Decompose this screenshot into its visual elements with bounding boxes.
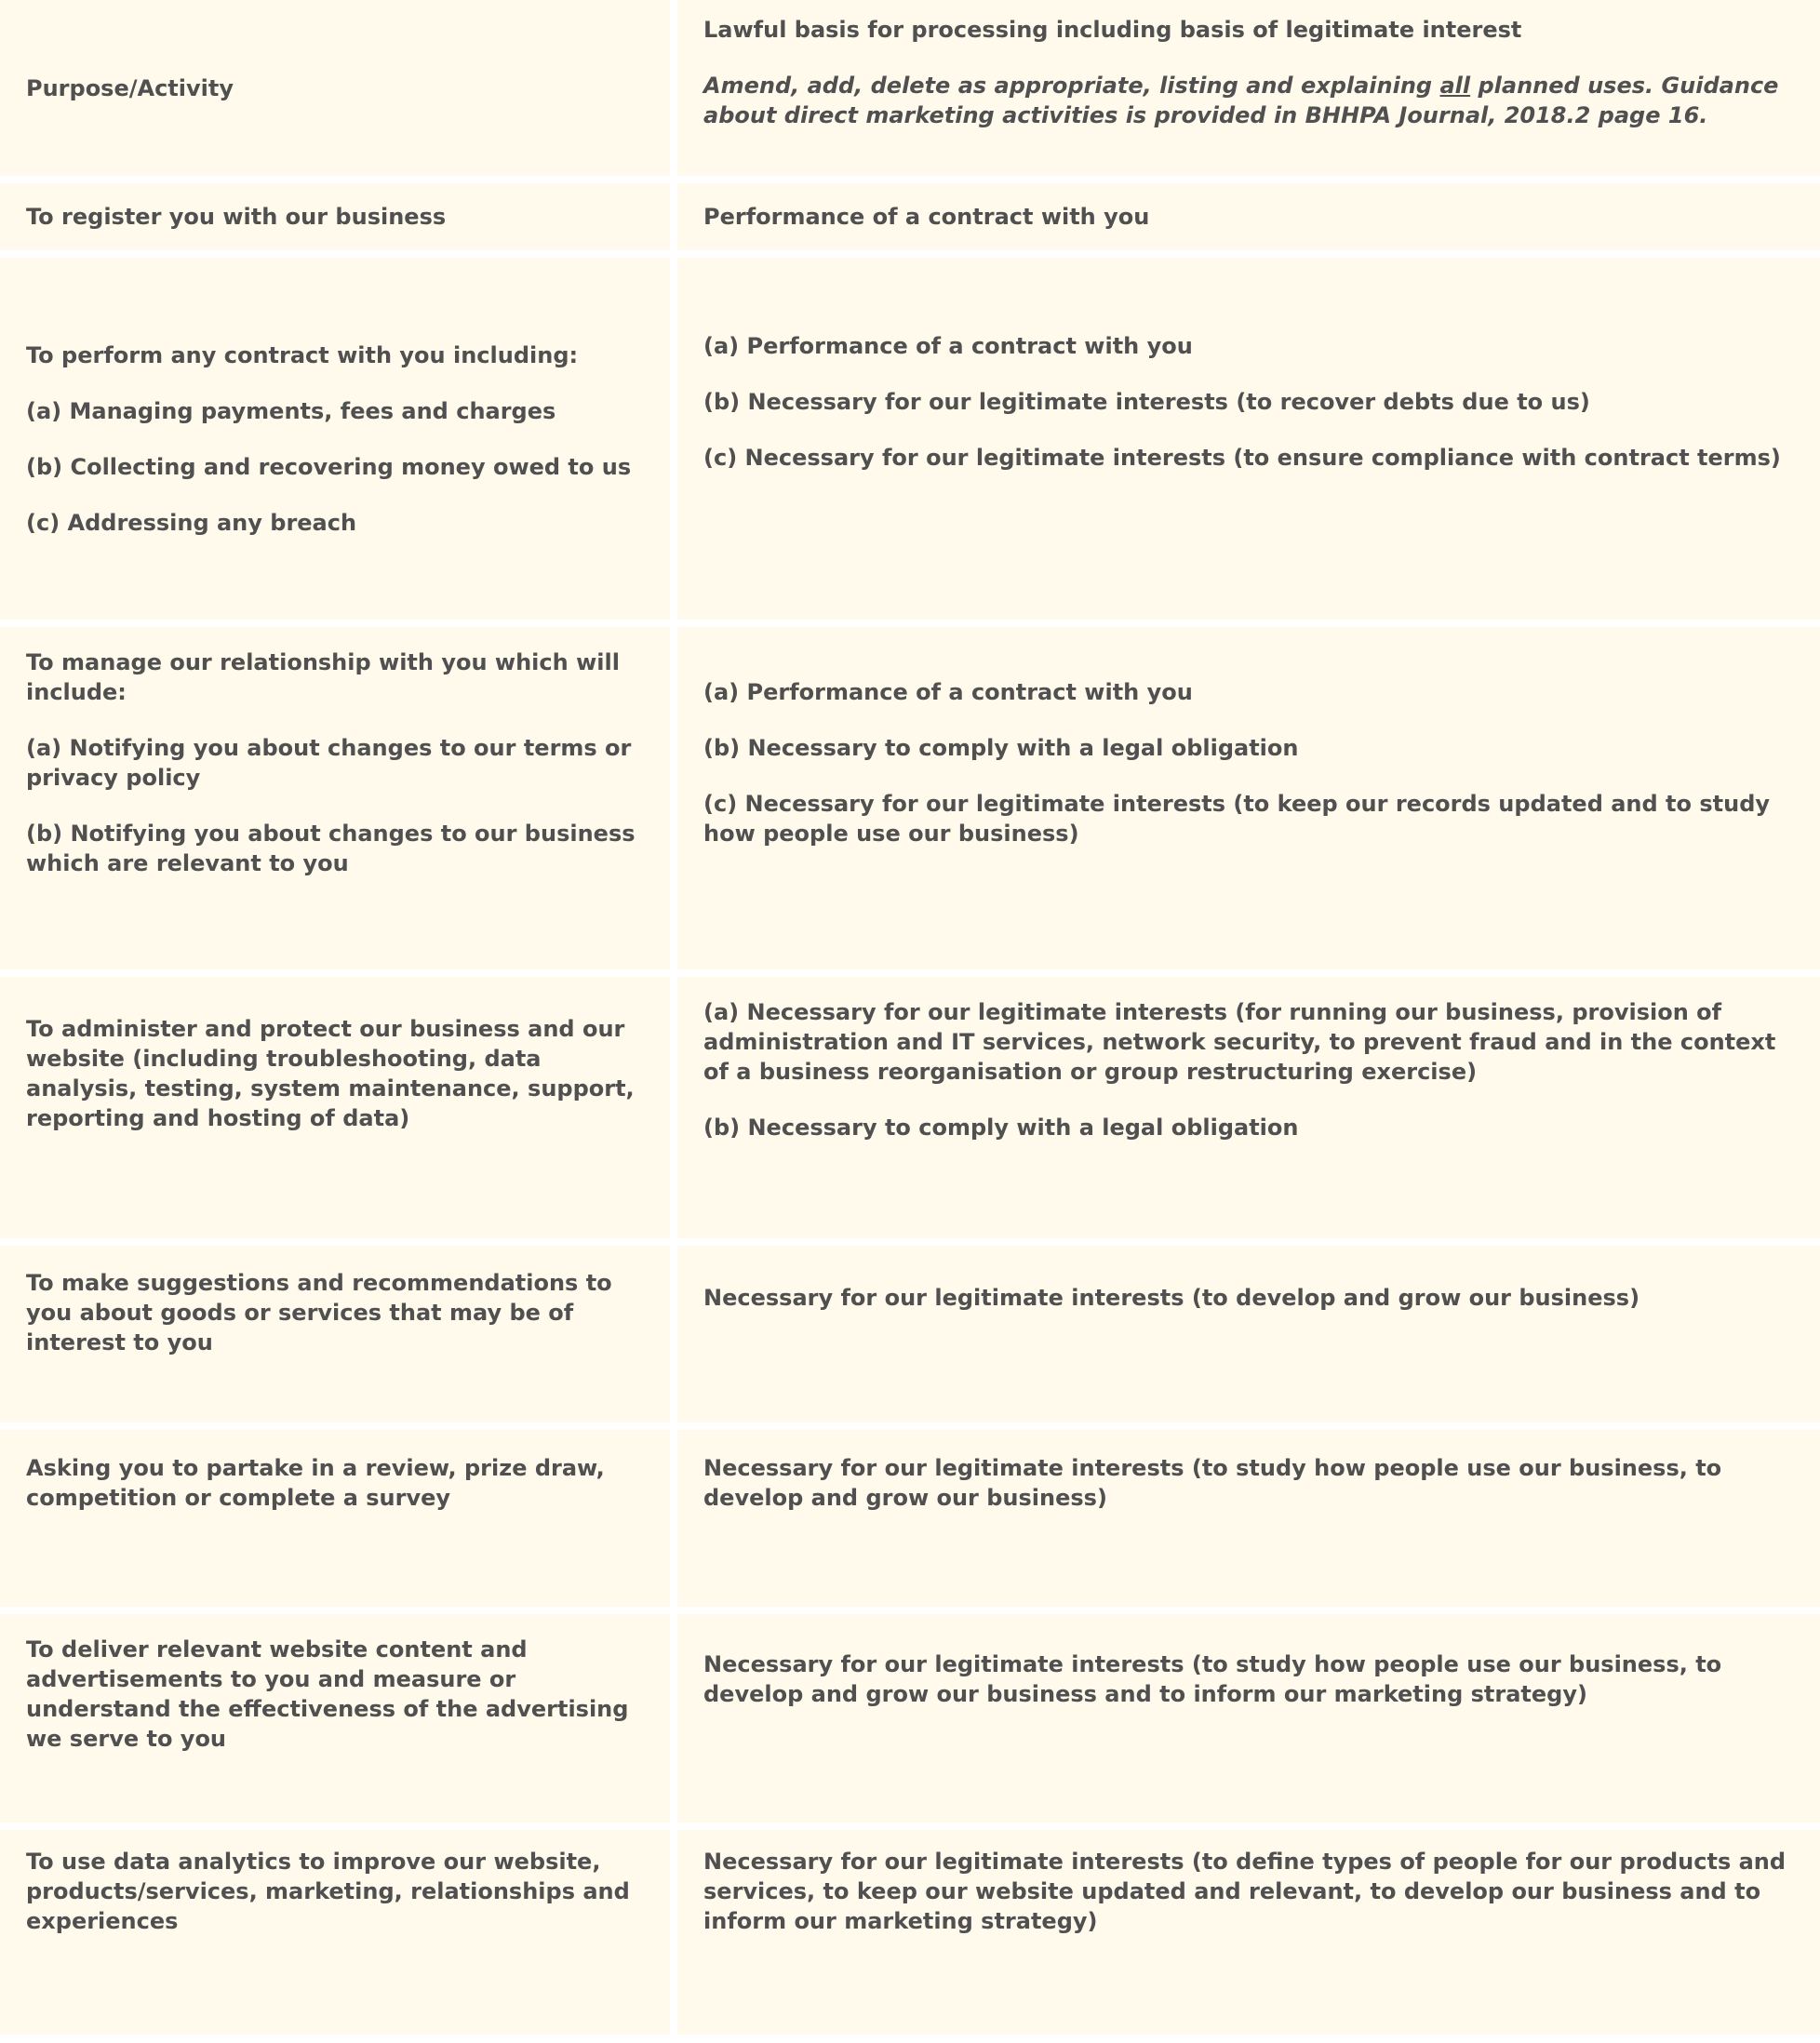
row-3-purpose-cell xyxy=(0,627,670,969)
row-2-purpose-item-a: (a) Managing payments, fees and charges xyxy=(26,397,556,424)
row-8-purpose-text: To use data analytics to improve our website, products/services, marketing, relationships and experiences xyxy=(26,1849,630,1934)
row-2-purpose-cell xyxy=(0,258,670,620)
row-8-purpose-cell xyxy=(0,1830,670,2035)
row-7-basis-cell xyxy=(677,1614,1820,1823)
row-3-basis-item-a: (a) Performance of a contract with you xyxy=(703,679,1193,705)
row-2-purpose-text: To perform any contract with you including: xyxy=(26,341,579,368)
row-8-basis-text: Necessary for our legitimate interests (to define types of people for our products and services, to keep our website updated and relevant, to develop our business and to inform our marketing strategy) xyxy=(703,1849,1787,1934)
note-text-after: planned uses. Guidance about direct marketing activities is provided in BHHPA Journal, 2018.2 page 16. xyxy=(703,73,1779,128)
header-basis-title: Lawful basis for processing including basis of legitimate interest xyxy=(703,17,1522,43)
row-1-basis-cell xyxy=(677,183,1820,250)
header-purpose-label: Purpose/Activity xyxy=(26,74,234,101)
header-purpose-cell xyxy=(0,0,670,176)
row-3-purpose-item-a: (a) Notifying you about changes to our terms or privacy policy xyxy=(26,735,632,791)
row-4-purpose-cell xyxy=(0,977,670,1238)
row-8-basis-cell xyxy=(677,1830,1820,2035)
row-1-purpose-cell xyxy=(0,183,670,250)
header-guidance-note xyxy=(703,71,1792,130)
row-5-basis-cell xyxy=(677,1246,1820,1422)
row-4-basis-item-a: (a) Necessary for our legitimate interests (for running our business, provision of administration and IT services, network security, to prevent fraud and in the context of a business reorganisation or group restructuring exercise) xyxy=(703,999,1776,1085)
row-3-basis-item-b: (b) Necessary to comply with a legal obligation xyxy=(703,735,1299,761)
row-3-basis-cell xyxy=(677,627,1820,969)
row-2-basis-item-c: (c) Necessary for our legitimate interests (to ensure compliance with contract terms) xyxy=(703,445,1781,471)
note-text-before: Amend, add, delete as appropriate, listing and explaining xyxy=(703,73,1440,99)
row-6-purpose-cell xyxy=(0,1430,670,1607)
row-4-basis-cell xyxy=(677,977,1820,1238)
row-5-basis-text: Necessary for our legitimate interests (to develop and grow our business) xyxy=(703,1285,1640,1311)
row-2-purpose-item-b: (b) Collecting and recovering money owed to us xyxy=(26,453,632,480)
row-4-basis-item-b: (b) Necessary to comply with a legal obligation xyxy=(703,1115,1299,1141)
row-5-purpose-cell xyxy=(0,1246,670,1422)
row-4-purpose-text: To administer and protect our business and our website (including troubleshooting, data analysis, testing, system maintenance, support, reporting and hosting of data) xyxy=(26,1016,635,1131)
row-3-basis-item-c: (c) Necessary for our legitimate interests (to keep our records updated and to study how people use our business) xyxy=(703,791,1771,847)
row-2-basis-item-b: (b) Necessary for our legitimate interests (to recover debts due to us) xyxy=(703,389,1590,415)
row-2-basis-item-a: (a) Performance of a contract with you xyxy=(703,333,1193,359)
header-basis-cell xyxy=(677,0,1820,176)
row-7-basis-text: Necessary for our legitimate interests (to study how people use our business, to develop and grow our business and to inform our marketing strategy) xyxy=(703,1651,1722,1707)
row-7-purpose-cell xyxy=(0,1614,670,1823)
row-3-purpose-text: To manage our relationship with you which will include: xyxy=(26,649,620,705)
row-1-purpose-text: To register you with our business xyxy=(26,204,447,230)
row-6-purpose-text: Asking you to partake in a review, prize draw, competition or complete a survey xyxy=(26,1455,605,1511)
row-1-basis-text: Performance of a contract with you xyxy=(703,204,1150,230)
row-7-purpose-text: To deliver relevant website content and advertisements to you and measure or understand the effectiveness of the advertising we serve to you xyxy=(26,1636,629,1752)
row-3-purpose-item-b: (b) Notifying you about changes to our business which are relevant to you xyxy=(26,821,636,876)
row-6-basis-cell xyxy=(677,1430,1820,1607)
row-6-basis-text: Necessary for our legitimate interests (to study how people use our business, to develop and grow our business) xyxy=(703,1455,1722,1511)
note-emphasis: all xyxy=(1439,73,1471,99)
row-2-purpose-item-c: (c) Addressing any breach xyxy=(26,509,357,536)
row-2-basis-cell xyxy=(677,258,1820,620)
row-5-purpose-text: To make suggestions and recommendations to you about goods or services that may be of interest to you xyxy=(26,1270,612,1355)
